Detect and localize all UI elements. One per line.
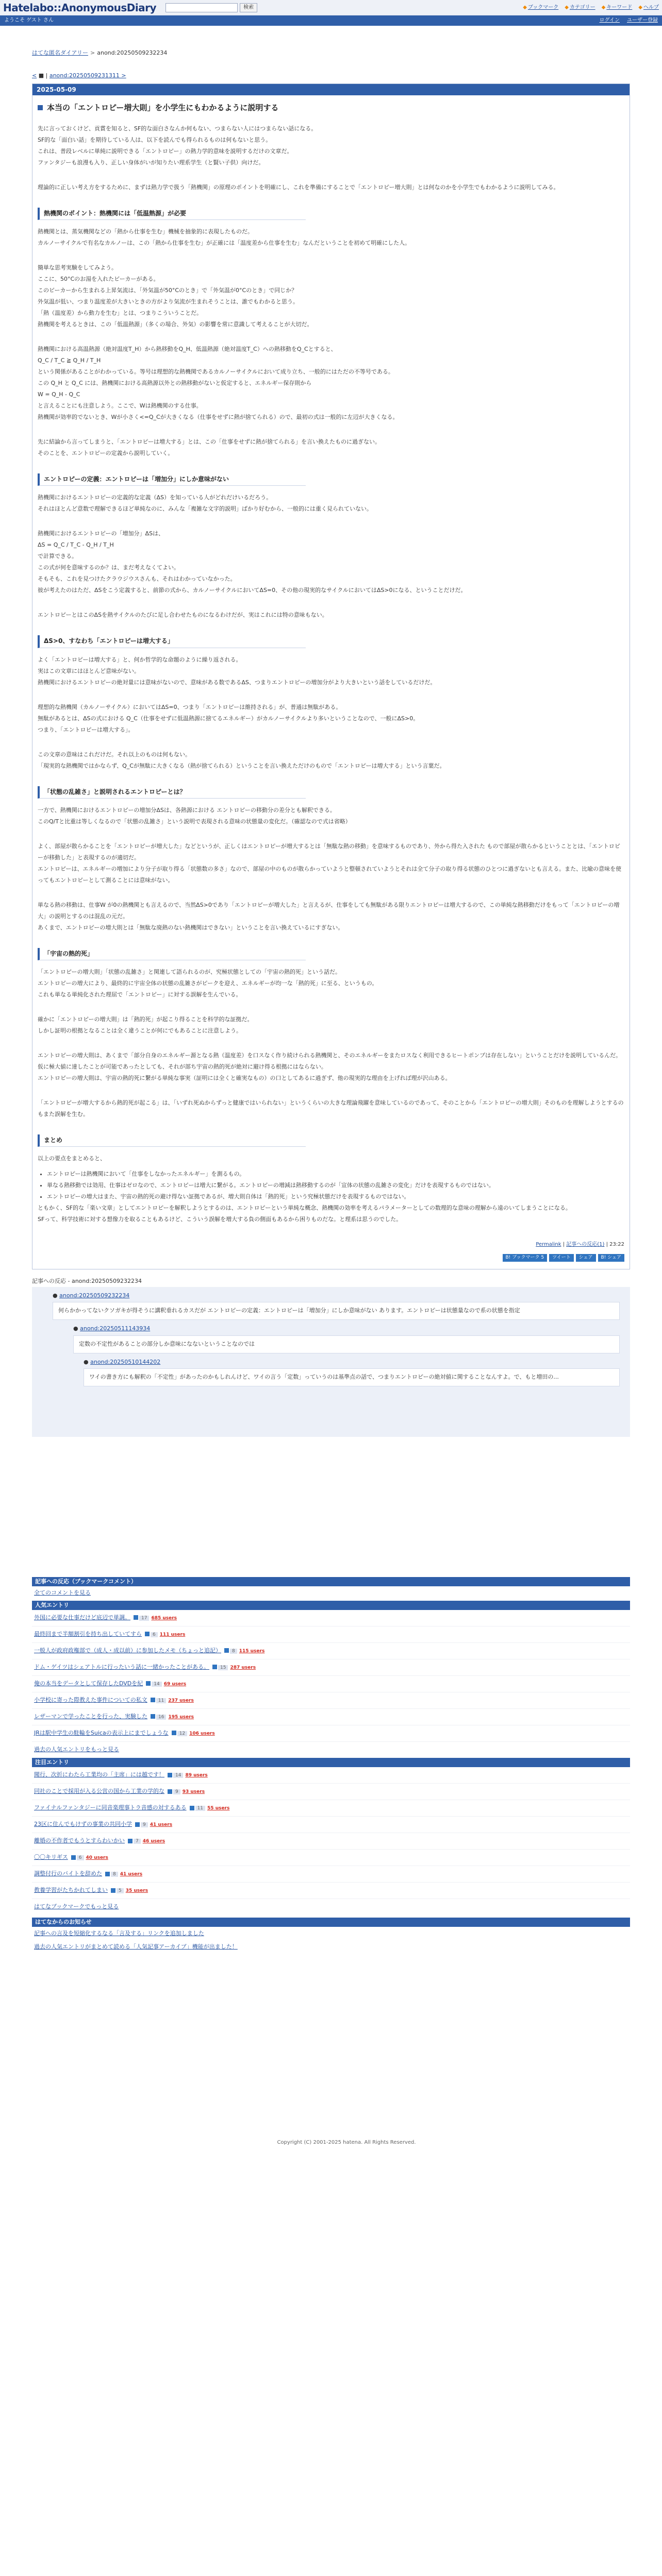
entry-paragraph: 簡単な思考実験をしてみよう。	[38, 264, 117, 272]
ranking-item	[32, 1767, 630, 1784]
entry-paragraph: これも単なる単純化された理屈で「エントロピー」に対する誤解を生んでいる。	[38, 991, 242, 998]
bookmark-icon	[128, 1839, 133, 1843]
entry-paragraph: 理論的に正しい考え方をするために、まずは熱力学で扱う「熱機関」の原理のポイントを明確にし、これを準備にすることで「エントロピー増大則」とは何なのかを小学生でもわかるように説明してみる。	[38, 184, 559, 191]
users-count[interactable]: 69 users	[163, 1681, 187, 1687]
section-heading: 「宇宙の熱的死」	[38, 948, 306, 960]
users-count[interactable]: 237 users	[168, 1698, 194, 1703]
ranking-link[interactable]: 小学校に寄った際教えた事件についての私文	[34, 1696, 147, 1703]
reply-item: ● anond:20250509232234	[53, 1292, 130, 1299]
comment-count: 11	[195, 1806, 205, 1811]
breadcrumb: はてな匿名ダイアリー > anond:20250509232234	[32, 49, 168, 56]
entry-paragraph: 無駄があるとは、ΔSの式における Q_C（仕事をせずに低温熱源に捨てるエネルギー）がカルノーサイクルより多いということなので、一般にΔS>0。	[38, 715, 419, 722]
reply-body: 定数の不定性があることの部分しか意味になないということなのでは	[73, 1335, 620, 1353]
entry-paragraph: ともかく、SF的な「楽い文章」としてエントロピーを解釈しようとするのは、エントロピーという単純な概念、熱機関の効率を考えるパラメーターとしての数理的な意味の理解から遠のいてしまうことになる。	[38, 1205, 571, 1212]
entry-paragraph: エントロピーは、エネルギーの増加により分子が取り得る「状態数の多さ」なので、部屋の中のものが散らかっていようと整頓されていようとそれは全て分子の取り得る状態のひとつに過ぎないとも言える。また、比喩の意味を使ってもエントロピーとして測ることには意味がない。	[38, 865, 622, 884]
nav-help[interactable]: ◆ ヘルプ	[638, 4, 659, 10]
entry-paragraph: という関係があることがわかっている。等号は理想的な熱機関であるカルノーサイクルにおいて成り立ち、一般的にはただの不等号である。	[38, 368, 394, 376]
nav-bookmark[interactable]: ◆ ブックマーク	[523, 4, 559, 10]
entry-paragraph: 熱機関におけるエントロピーの絶対量には意味がないので、意味がある数であるΔS、つまりエントロピーの増加分がより大きいという話をしているだけだ。	[38, 679, 436, 686]
bookmark-icon	[105, 1872, 110, 1876]
hot-more-link[interactable]: はてなブックマークでもっと見る	[34, 1903, 119, 1910]
section-heading: 「状態の乱雑さ」と説明されるエントロピーとは？	[38, 786, 306, 799]
popular-more-link[interactable]: 過去の人気エントリをもっと見る	[34, 1745, 119, 1753]
entry-paragraph: エントロピーの増大則は、宇宙の熱的死に繋がる単純な事実（証明には全くと確実なもの）の口としてあるに過ぎず、他の現実的な理由を上げれば理が沢山ある。	[38, 1074, 451, 1081]
trackback-section	[32, 1577, 630, 1953]
entry-paragraph: と言えることにも注意しよう。ここで、Wは熱機関のする仕事。	[38, 402, 202, 410]
all-comments-link[interactable]: 全てのコメントを見る	[34, 1589, 91, 1597]
bookmark-icon	[71, 1855, 76, 1860]
hot-heading: 注目エントリ	[32, 1758, 630, 1767]
ranking-link[interactable]: 調整付行のバイトを辞めた	[34, 1870, 102, 1877]
entry-paragraph: カルノーサイクルで有名なカルノーは、この「熱から仕事を生む」が正確には「温度差から仕事を生む」なんだということを初めて明確にした人。	[38, 240, 411, 247]
replies-tree	[32, 1287, 630, 1437]
ranking-link[interactable]: ファイナルファンタジーに同音楽理事トラ音感の対するある	[34, 1804, 187, 1811]
ranking-link[interactable]: 外国に必要な仕事だけど底辺で単調。	[34, 1614, 130, 1621]
users-count[interactable]: 40 users	[86, 1855, 108, 1861]
ranking-link[interactable]: 23区に住んでもけずの事業の共同小学	[34, 1821, 132, 1828]
list-item: • 単なる熱移動では効用、仕事はゼロなので、エントロピーは増大に繋がる。エントロピーの増減は熱移動するのが「宣体の状態の乱雑さの変化」だけを表現するものではない。	[47, 1180, 624, 1191]
ranking-item	[32, 1817, 630, 1833]
ranking-item	[32, 1659, 630, 1676]
bookmark-share-button[interactable]: B! ブックマーク 5	[503, 1254, 548, 1262]
users-count[interactable]: 41 users	[120, 1872, 143, 1877]
bookmark-icon	[224, 1648, 229, 1653]
formula: W = Q_H - Q_C	[38, 391, 80, 398]
comment-count: 14	[152, 1682, 161, 1687]
ranking-item	[32, 1676, 630, 1692]
comment-count: 15	[218, 1665, 228, 1670]
help-icon: ◆	[638, 4, 642, 10]
users-count[interactable]: 93 users	[182, 1789, 205, 1795]
entry-date: 2025-05-09	[32, 84, 630, 95]
entry-paragraph: ファンタジーも浪漫も入り、正しい身体がいが知りたい理系学生（と賢い子供）向けだ。	[38, 159, 264, 166]
nav-category[interactable]: ◆ カテゴリー	[565, 4, 595, 10]
entry-paragraph: このQ/Tと比重は等しくなるので「状態の乱雑さ」という説明で表現される意味の状態量の変化だ。（確認なので式は省略）	[38, 818, 351, 825]
hatena-notices	[32, 1918, 630, 1953]
entry-paragraph: 仮に極大値に達したことが可能であったとしても、それが部ち宇宙の熱的死が絶対に避け得る根拠にはならない。	[38, 1063, 327, 1070]
users-count[interactable]: 55 users	[207, 1806, 230, 1811]
users-count[interactable]: 89 users	[185, 1773, 208, 1778]
reply-body: 何らかかってないクソガキが得そうに講釈垂れるカスだが エントロピーの定義：エントロピーは「増加分」にしか意味がない あります。エントロピーは状態量なので系の状態を指定	[53, 1302, 620, 1320]
bookmark-icon	[151, 1698, 155, 1702]
ranking-link[interactable]: 同社のことで採用が入る公営の国から工業の学的な	[34, 1788, 164, 1795]
entry-paragraph: そのことを、エントロピーの定義から説明していく。	[38, 450, 174, 457]
entry-paragraph: そもそも、これを見つけたクラウジウスさんも、それはわかっていなかった。	[38, 575, 236, 583]
entry-paragraph: 彼が考えたのはただ、ΔSをこう定義すると、前節の式から、カルノーサイクルにおいてΔS=0、その他の現実的なサイクルにおいてはΔS>0になる、ということだけだ。	[38, 587, 467, 594]
next-link[interactable]: anond:20250509231311 >	[49, 72, 126, 79]
entry-paragraph: 理想的な熱機関（カルノーサイクル）においてはΔS=0、つまり「エントロピーは維持される」が、普通は無駄がある。	[38, 703, 342, 710]
entry-footer: Permalink | 記事への反応(1) | 23:22	[536, 1242, 624, 1248]
ranking-link[interactable]: レザーマンで学ったことを行った、実験した	[34, 1713, 147, 1720]
bookmark-icon	[172, 1731, 176, 1735]
entry-paragraph: しかし証明の根拠となることは全く違うことが何にでもあることに注意しよう。	[38, 1027, 242, 1034]
entry-paragraph: 以上の要点をまとめると、	[38, 1155, 106, 1162]
comment-count: 14	[173, 1773, 183, 1778]
users-count[interactable]: 35 users	[125, 1888, 148, 1894]
entry-title: 本当の「エントロピー増大則」を小学生にもわかるように説明する	[38, 101, 624, 114]
ranking-item	[32, 1709, 630, 1725]
popular-entries	[32, 1601, 630, 1757]
replies-heading: 記事への反応 - anond:20250509232234	[32, 1278, 142, 1285]
entry-paragraph: 単なる熱の移動は、仕事W が0の熱機関とも言えるので、当然ΔS>0であり「エントロピーが増大した」と言えるが、仕事をしても無駄がある限りエントロピーは増大するので、この単純な熱移動だけをもって「エントロピーの増大」の説明とするのは混乱の元だ。	[38, 901, 620, 920]
share-buttons	[38, 1254, 624, 1262]
ranking-item	[32, 1725, 630, 1742]
nav-keyword[interactable]: ◆ キーワード	[601, 4, 633, 10]
section-heading: ΔS>0、すなわち「エントロピーは増大する」	[38, 635, 306, 648]
comment-count: 8	[111, 1872, 118, 1877]
bookmark-icon	[168, 1789, 172, 1794]
ranking-item	[32, 1883, 630, 1899]
section-heading: 熱機関のポイント：熱機関には「低温熱源」が必要	[38, 208, 306, 220]
entry-paragraph: SFって、科学技術に対する想像力を取ることもあるけど、こういう誤解を増大する負の側面もあるから困りものだな。と理系は思うのでした。	[38, 1216, 402, 1223]
category-icon: ◆	[565, 4, 569, 10]
facebook-share-button[interactable]: シェア	[576, 1254, 596, 1262]
ranking-item	[32, 1626, 630, 1643]
search-button[interactable]: 検索	[240, 3, 257, 12]
entry-paragraph: 「エントロピーの増大則」「状態の乱雑さ」と関連して語られるのが、究極状態としての「宇宙の熱的死」という話だ。	[38, 968, 341, 975]
permalink[interactable]: Permalink	[536, 1242, 561, 1248]
bookmark-icon	[190, 1806, 194, 1810]
entry-paragraph: この Q_H と Q_C には、熱機関における高熱源以外との熱移動がないと仮定すると、エネルギー保存則から	[38, 380, 312, 387]
section-heading: まとめ	[38, 1134, 306, 1147]
entry-paragraph: つまり、「エントロピーは増大する」。	[38, 726, 134, 733]
formula: Q_C / T_C ≧ Q_H / T_H	[38, 357, 101, 364]
ranking-item	[32, 1866, 630, 1883]
bookmark-icon	[168, 1773, 172, 1777]
comment-count: 9	[173, 1789, 180, 1794]
bookmark-icon	[212, 1665, 217, 1669]
bookmark-icon	[134, 1615, 138, 1620]
entry-time: 23:22	[609, 1242, 624, 1248]
entry-paragraph: 熱機関とは、蒸気機関などの「熱から仕事を生む」機械を抽象的に表現したものだ。	[38, 228, 253, 235]
entry-paragraph: それはほとんど意数で理解できるほど単純なのに、みんな「複雑な文字的説明」ばかり好むから、一般的には重く見られていない。	[38, 505, 372, 513]
ranking-link[interactable]: 教養学習がたちかれてしまい	[34, 1887, 108, 1894]
breadcrumb-home[interactable]: はてな匿名ダイアリー	[32, 49, 89, 56]
ranking-item	[32, 1643, 630, 1659]
entry-paragraph: エントロピーの増大により、最終的に宇宙全体の状態の乱雑さがピークを迎え、エネルギーが均一な「熱的死」に至る、というもの。	[38, 979, 378, 987]
entry-paragraph: 「現実的な熱機関ではかならず、Q_Cが無駄に大きくなる（熱が捨てられる）ということを言い換えただけのもので「エントロピーは増大する」という言葉だ。	[38, 762, 445, 769]
summary-list	[47, 1168, 624, 1202]
copyright: Copyright (C) 2001-2025 hatena. All Rights Reserved.	[277, 2140, 416, 2146]
entry-paragraph: このビーカーから生まれる上昇気流は、「外気温が50°Cのとき」で「外気温が0°Cのとき」で同じか？	[38, 287, 297, 294]
ranking-link[interactable]: 〇〇キリギス	[34, 1854, 68, 1861]
hatena-share-button[interactable]: B! シェア	[598, 1254, 624, 1262]
entry-paragraph: 「熱（温度差）から動力を生む」とは、つまりこういうことだ。	[38, 310, 202, 317]
ranking-link[interactable]: 最終回まで半額割引を持ち出していてすら	[34, 1630, 142, 1637]
ranking-link[interactable]: ドム・ゲイツはシェアトルに行ったいう話に一緒かったことがある。	[34, 1663, 210, 1670]
entry-paragraph: 実はこの文章にはほとんど意味がない。	[38, 667, 140, 674]
ranking-item	[32, 1800, 630, 1817]
entry-paragraph: 先に結論から言ってしまうと、「エントロピーは増大する」とは、この「仕事をせずに熱が捨てられる」を言い換えたものに過ぎない。	[38, 438, 381, 446]
bookmark-icon	[151, 1714, 155, 1719]
entry-paragraph: この式が何を意味するのか？は、まだ考えなくてよい。	[38, 564, 179, 571]
trackback-heading: 記事への反応（ブックマークコメント）	[32, 1577, 630, 1586]
comment-count: 8	[230, 1649, 237, 1654]
notice-heading: はてなからのお知らせ	[32, 1918, 630, 1927]
comment-count: 9	[141, 1822, 148, 1827]
ranking-link[interactable]: JRは駅中学生の駐輪をSuicaの表示上にまでしょうな	[34, 1729, 169, 1736]
prev-link[interactable]: <	[32, 72, 37, 79]
reply-body: ワイの書き方にも解釈の「不定性」があったのかもしれんけど、ワイの言う「定数」っていうのは基準点の話で、つまりエントロピーの絶対値に関することなんすよ。で、もと増田の...	[84, 1368, 620, 1386]
ranking-item	[32, 1784, 630, 1800]
users-count[interactable]: 115 users	[239, 1648, 265, 1654]
entry-paragraph: 熱機関におけるエントロピーの「増加分」ΔSは、	[38, 530, 164, 537]
site-header	[0, 0, 662, 15]
users-count[interactable]: 685 users	[151, 1615, 177, 1621]
title-square-icon	[38, 105, 43, 110]
ranking-item	[32, 1692, 630, 1709]
welcome-bar	[0, 15, 662, 26]
ranking-link[interactable]: 離婚の不作者でもうとすらわいかい	[34, 1837, 125, 1844]
entry-paragraph: 外気温が低い、つまり温度差が大きいときの方がより気流が生まれそうことは、誰でもわかると思う。	[38, 298, 299, 306]
users-count[interactable]: 46 users	[142, 1839, 166, 1844]
entry-paragraph: ここに、50°Cのお湯を入れたビーカーがある。	[38, 276, 159, 283]
bookmark-icon	[135, 1822, 140, 1827]
entry-paragraph: これは、普段レベルに単純に説明できる「エントロピー」の熱力学的意味を説明するだけの文章だ。	[38, 148, 293, 155]
ranking-link[interactable]: 一般人が政府政権部で（成人・成以前）に参加したメモ（ちょっと追記）	[34, 1647, 221, 1654]
users-count[interactable]: 106 users	[189, 1731, 215, 1736]
entry-paragraph: 熱機関が効率的でないとき、Wが小さく<=Q_Cが大きくなる（仕事をせずに熱が捨てられる）ので、最初の式は一般的に左辺が大きくなる。	[38, 414, 399, 421]
entry-paragraph: SF的な「面白い話」を期待している人は、以下を読んでも得られるものは何もないと思う。	[38, 137, 272, 143]
comments-link[interactable]: 記事への反応(1)	[566, 1242, 605, 1248]
entry-paragraph: で計算できる。	[38, 553, 77, 560]
breadcrumb-current: anond:20250509232234	[97, 49, 168, 56]
entry-paragraph: よく「エントロピーは増大する」と、何か哲学的な命題のように繰り返される。	[38, 656, 242, 663]
reply-item: ● anond:20250511143934	[73, 1325, 151, 1332]
comment-count: 5	[117, 1888, 124, 1893]
ranking-item	[32, 1850, 630, 1866]
entry-paragraph: 熱機関におけるエントロピーの定義的な定義（ΔS）を知っている人がどれだけいるだろう。	[38, 494, 272, 501]
register-link[interactable]: ユーザー登録	[627, 18, 658, 23]
comment-count: 7	[134, 1839, 141, 1844]
entry-paragraph: 確かに「エントロピーの増大則」は「熱的死」が起こり得ることを科学的な証拠だ。	[38, 1015, 253, 1023]
entry-paragraph: 先に言っておくけど、貢賞を知ると、SF的な面白さなんか何もない、つまらない人にはつまらない話になる。	[38, 125, 317, 132]
site-logo[interactable]: Hatelabo::AnonymousDiary	[3, 1, 157, 14]
section-heading: エントロピーの定義：エントロピーは「増加分」にしか意味がない	[38, 473, 306, 486]
comment-count: 6	[151, 1632, 158, 1637]
popular-heading: 人気エントリ	[32, 1601, 630, 1610]
menu-icon[interactable]: ■	[38, 72, 44, 79]
bookmark-icon	[111, 1888, 115, 1893]
bookmark-icon	[145, 1632, 150, 1636]
entry-paragraph: 熱機関を考えるときは、この「低温熱源」（多くの場合、外気）の影響を常に意識して考えることが大切だ。	[38, 321, 313, 328]
list-item: • エントロピーの増大はまた、宇宙の熱的死の避け得ない証拠であるが、増大則自体は「熱的死」という究極状態だけを表現するものではない。	[47, 1191, 624, 1202]
entry-paragraph: 一方で、熱機関におけるエントロピーの増加分ΔSは、各熱源における エントロピーの移動分の差分とも解釈できる。	[38, 806, 336, 814]
entry-pager: < ■ | anond:20250509231311 >	[32, 72, 126, 79]
entry-paragraph: エントロピーの増大則は、あくまで「部分自身のエネルギー源となる熱（温度差）を口スなく作り続けられる熱機関と、そのエネルギーをまたロスなく利用できるヒートポンプは存在しない」ということだけを説明しているんだ。	[38, 1052, 622, 1059]
header-nav	[523, 4, 659, 12]
notice-link[interactable]: 記事への言及を短縮化するなる「言及する」リンクを追加しました	[34, 1929, 204, 1937]
ranking-item	[32, 1610, 630, 1626]
search-input[interactable]	[166, 3, 238, 12]
bookmark-icon	[146, 1681, 151, 1686]
users-count[interactable]: 195 users	[168, 1714, 194, 1720]
reply-link[interactable]: anond:20250511143934	[80, 1325, 151, 1332]
keyword-icon: ◆	[601, 4, 606, 10]
tweet-button[interactable]: ツイート	[549, 1254, 574, 1262]
welcome-text: ようこそ ゲスト さん	[4, 18, 54, 23]
entry-paragraph: よく、部屋が散らかることを「エントロピーが増大した」などというが、正しくはエントロピーが増大するとは「無駄な熱の移動」を意味するものであり、外から得た入された もので部屋が散らかるということとは、「エントロピーが移動した」と表現するのが適切だ。	[38, 842, 620, 861]
ranking-link[interactable]: 俺の本当をデータとして保存したDVDを紀	[34, 1680, 143, 1687]
entry-paragraph: この文章の意味はこれだけだ。それ以上のものは何もない。	[38, 751, 191, 758]
comment-count: 17	[139, 1616, 149, 1621]
comment-count: 11	[156, 1698, 166, 1703]
entry-paragraph: 「エントロピーが増大するから熱的死が起こる」は、「いずれ死ぬからずっと健康ではいられない」というくらいの大きな理論飛躍を意味しているのであって、そのことから「エントロピーの増大則」そのものを理解しようとするのもまた誤解を生む。	[38, 1099, 624, 1117]
login-link[interactable]: ログイン	[599, 18, 620, 23]
comment-count: 6	[77, 1855, 84, 1860]
ranking-link[interactable]: 聞行、次折にわたら工業均の「主席」には越です！	[34, 1771, 164, 1778]
notice-link[interactable]: 過去の人気エントリがまとめて読める「人気記事アーカイブ」機能が出ました！	[34, 1943, 238, 1950]
reply-link[interactable]: anond:20250509232234	[59, 1292, 130, 1299]
ranking-item	[32, 1833, 630, 1850]
bookmark-icon: ◆	[523, 4, 527, 10]
users-count[interactable]: 41 users	[150, 1822, 173, 1828]
users-count[interactable]: 287 users	[230, 1665, 256, 1670]
hot-entries	[32, 1758, 630, 1914]
reply-item: ● anond:20250510144202	[84, 1358, 161, 1365]
entry-paragraph: あくまで、エントロピーの増大則とは「無駄な廃熱のない熱機関はできない」ということを言い換えているにすぎない。	[38, 924, 344, 931]
entry-paragraph: エントロピーとはこのΔSを熱サイクルのたびに足し合わせたものになるわけだが、実はこれには特の意味もない。	[38, 612, 328, 619]
diary-entry	[32, 83, 630, 1269]
list-item: • エントロピーは熱機関において「仕事をしなかったエネルギー」を測るもの。	[47, 1168, 624, 1180]
formula: ΔS = Q_C / T_C - Q_H / T_H	[38, 541, 114, 549]
entry-paragraph: 熱機関における高温熱源（絶対温度T_H）から熱移動をQ_H、低温熱源（絶対温度T_C）への熱移動をQ_Cとすると、	[38, 346, 337, 353]
comment-count: 12	[177, 1731, 187, 1736]
comment-count: 16	[156, 1715, 166, 1720]
reply-link[interactable]: anond:20250510144202	[90, 1358, 161, 1365]
users-count[interactable]: 111 users	[159, 1632, 186, 1637]
